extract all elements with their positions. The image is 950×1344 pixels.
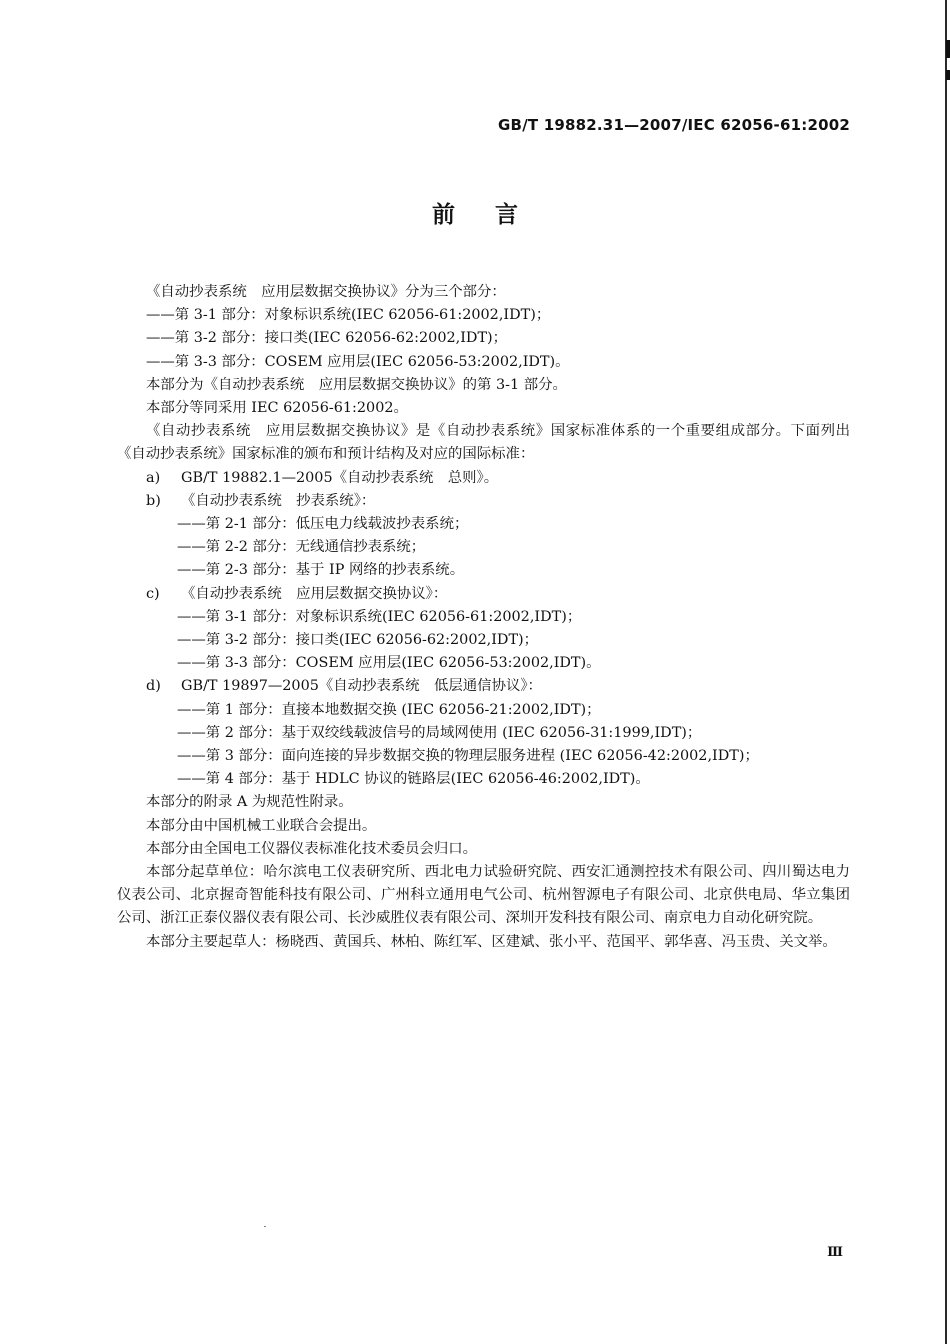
- sub-part-item: ——第 2 部分：基于双绞线载波信号的局域网使用 (IEC 62056-31:1999,IDT)；: [177, 724, 702, 741]
- list-item-c: [117, 583, 850, 606]
- proposer-paragraph: 本部分由中国机械工业联合会提出。: [146, 817, 377, 834]
- list-item-title: GB/T 19882.1—2005《自动抄表系统 总则》。: [181, 469, 499, 486]
- equivalent-paragraph: 本部分等同采用 IEC 62056-61:2002。: [146, 400, 408, 417]
- page-title: 前言: [432, 202, 558, 228]
- list-label: d): [146, 678, 161, 695]
- sub-part-item: ——第 3-3 部分：COSEM 应用层(IEC 62056-53:2002,IDT)。: [177, 655, 601, 672]
- list-label: c): [146, 585, 160, 602]
- intro-part-item: ——第 3-3 部分：COSEM 应用层(IEC 62056-53:2002,IDT)。: [146, 353, 570, 370]
- list-item-title: 《自动抄表系统 应用层数据交换协议》：: [181, 585, 448, 602]
- intro-paragraph: 《自动抄表系统 应用层数据交换协议》分为三个部分：: [146, 284, 506, 300]
- scan-speck: [768, 862, 770, 863]
- this-part-paragraph: 本部分为《自动抄表系统 应用层数据交换协议》的第 3-1 部分。: [146, 376, 567, 393]
- list-label: b): [146, 492, 161, 509]
- standard-code-header: GB/T 19882.31—2007/IEC 62056-61:2002: [498, 116, 850, 134]
- intro-part-item: ——第 3-2 部分：接口类(IEC 62056-62:2002,IDT)；: [146, 330, 508, 347]
- list-label: a): [146, 469, 161, 486]
- sub-part-item: ——第 4 部分：基于 HDLC 协议的链路层(IEC 62056-46:2002,IDT)。: [177, 771, 650, 788]
- sub-part-item: ——第 3-2 部分：接口类(IEC 62056-62:2002,IDT)；: [177, 632, 539, 649]
- sub-part-item: ——第 1 部分：直接本地数据交换 (IEC 62056-21:2002,IDT)；: [177, 701, 601, 718]
- list-item-title: GB/T 19897—2005《自动抄表系统 低层通信协议》：: [181, 678, 542, 695]
- scan-edge-mark: [946, 70, 950, 80]
- list-item-title: 《自动抄表系统 抄表系统》：: [181, 492, 376, 509]
- sub-part-item: ——第 2-2 部分：无线通信抄表系统；: [177, 539, 426, 556]
- list-item-b: [117, 490, 850, 513]
- scan-edge-mark: [946, 40, 950, 58]
- intro-part-item: ——第 3-1 部分：对象标识系统(IEC 62056-61:2002,IDT)；: [146, 307, 551, 324]
- list-item-a: [117, 467, 850, 490]
- foreword-body: [117, 281, 850, 954]
- sub-part-item: ——第 2-3 部分：基于 IP 网络的抄表系统。: [177, 562, 465, 579]
- system-intro-paragraph: 《自动抄表系统 应用层数据交换协议》是《自动抄表系统》国家标准体系的一个重要组成部分。下面列出《自动抄表系统》国家标准的颁布和预计结构及对应的国际标准：: [117, 423, 850, 463]
- sub-part-item: ——第 3-1 部分：对象标识系统(IEC 62056-61:2002,IDT)；: [177, 608, 582, 625]
- sub-part-item: ——第 3 部分：面向连接的异步数据交换的物理层服务进程 (IEC 62056-42:2002,IDT)；: [177, 748, 759, 765]
- sub-part-item: ——第 2-1 部分：低压电力线载波抄表系统；: [177, 516, 469, 533]
- list-item-d: [117, 675, 850, 698]
- drafters-paragraph: 本部分主要起草人：杨晓西、黄国兵、林柏、陈红军、区建斌、张小平、范国平、郭华喜、冯玉贵、关文举。: [146, 933, 837, 950]
- annex-paragraph: 本部分的附录 A 为规范性附录。: [146, 794, 353, 811]
- scan-speck: [264, 1226, 266, 1227]
- centralizer-paragraph: 本部分由全国电工仪器仪表标准化技术委员会归口。: [146, 840, 477, 857]
- page-number: Ⅲ: [827, 1245, 843, 1260]
- drafting-units-paragraph: 本部分起草单位：哈尔滨电工仪表研究所、西北电力试验研究院、西安汇通测控技术有限公司、四川蜀达电力仪表公司、北京握奇智能科技有限公司、广州科立通用电气公司、杭州智源电子有限公司、北京供电局、华立集团公司、浙江正泰仪器仪表有限公司、长沙威胜仪表有限公司、深圳开发科技有限公司、南京电力自动化研究院。: [117, 864, 850, 927]
